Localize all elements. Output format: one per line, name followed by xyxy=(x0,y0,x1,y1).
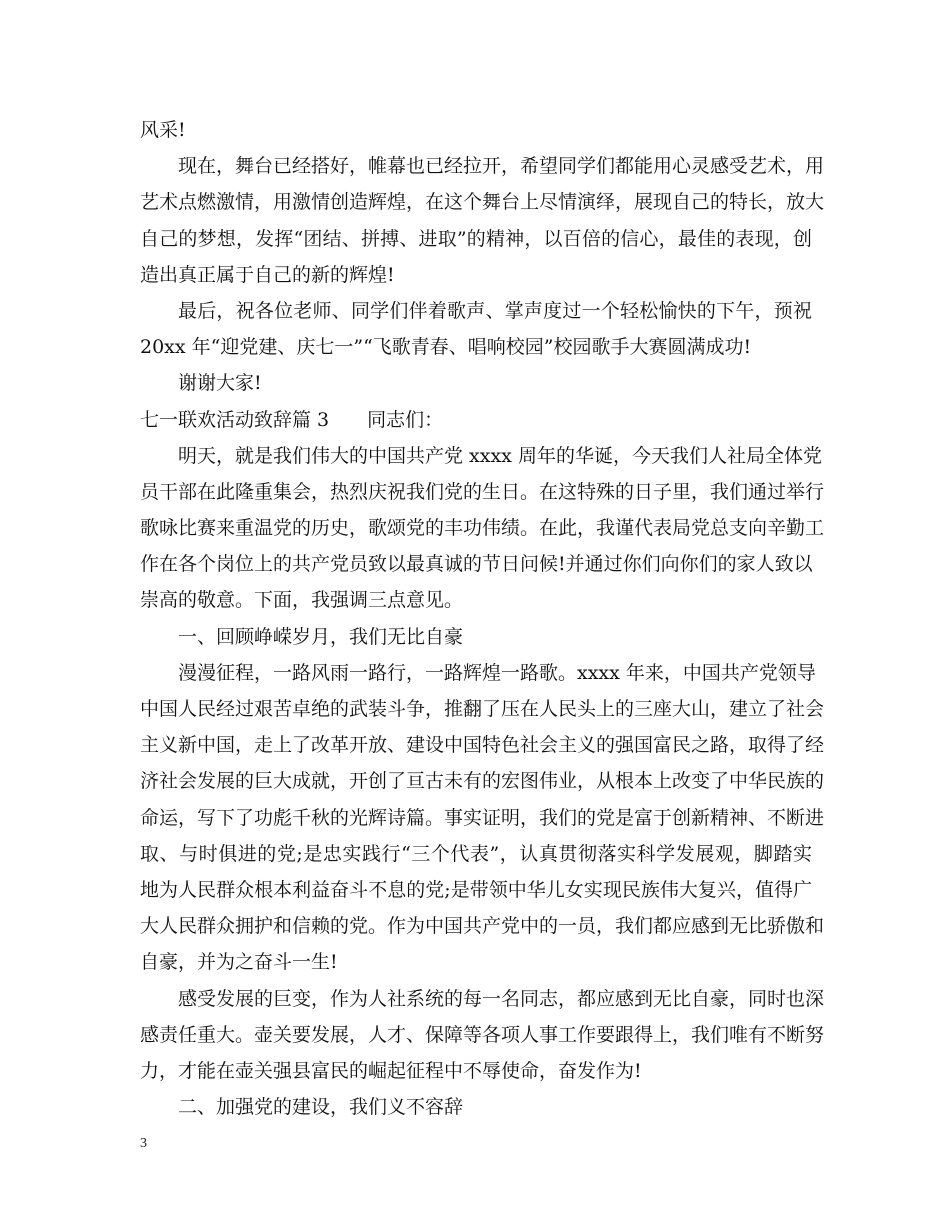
text-line: 力，才能在壶关强县富民的崛起征程中不辱使命，奋发作为! xyxy=(140,1059,642,1082)
text-line: 二、加强党的建设，我们义不容辞 xyxy=(178,1096,464,1119)
page-number: 3 xyxy=(140,1136,147,1151)
document-body xyxy=(140,112,825,1125)
text-line: 谢谢大家! xyxy=(178,372,262,395)
section-salutation: 同志们： xyxy=(367,408,444,431)
text-line: 作在各个岗位上的共产党员致以最真诚的节日问候!并通过你们向你们的家人致以 xyxy=(140,553,813,576)
text-line: 最后，祝各位老师、同学们伴着歌声、掌声度过一个轻松愉快的下午，预祝 xyxy=(178,299,812,322)
text-line: 自豪，并为之奋斗一生! xyxy=(140,951,338,974)
text-line: 造出真正属于自己的新的辉煌! xyxy=(140,263,395,286)
text-line: 明天，就是我们伟大的中国共产党 xxxx 周年的华诞，今天我们人社局全体党 xyxy=(178,444,822,467)
text-block-speech-3 xyxy=(140,438,825,1126)
text-line: 歌咏比赛来重温党的历史，歌颂党的丰功伟绩。在此，我谨代表局党总支向辛勤工 xyxy=(140,517,825,540)
text-line: 主义新中国，走上了改革开放、建设中国特色社会主义的强国富民之路，取得了经 xyxy=(140,734,825,757)
text-line: 感责任重大。壶关要发展，人才、保障等各项人事工作要跟得上，我们唯有不断努 xyxy=(140,1023,825,1046)
text-line: 一、回顾峥嵘岁月，我们无比自豪 xyxy=(178,625,464,648)
text-line: 漫漫征程，一路风雨一路行，一路辉煌一路歌。xxxx 年来，中国共产党领导 xyxy=(178,661,816,684)
text-line: 济社会发展的巨大成就，开创了亘古未有的宏图伟业，从根本上改变了中华民族的 xyxy=(140,770,825,793)
text-line: 现在，舞台已经搭好，帷幕也已经拉开，希望同学们都能用心灵感受艺术，用 xyxy=(178,155,825,178)
text-line: 命运，写下了功彪千秋的光辉诗篇。事实证明，我们的党是富于创新精神、不断进 xyxy=(140,806,825,829)
text-line: 员干部在此隆重集会，热烈庆祝我们党的生日。在这特殊的日子里，我们通过举行 xyxy=(140,480,825,503)
text-line: 自己的梦想，发挥“团结、拼搏、进取”的精神，以百倍的信心，最佳的表现，创 xyxy=(140,227,812,250)
text-line: 崇高的敬意。下面，我强调三点意见。 xyxy=(140,589,464,612)
text-line: 地为人民群众根本利益奋斗不息的党;是带领中华儿女实现民族伟大复兴，值得广 xyxy=(140,878,812,901)
text-line: 大人民群众拥护和信赖的党。作为中国共产党中的一员，我们都应感到无比骄傲和 xyxy=(140,915,825,938)
text-line: 风采! xyxy=(140,119,186,141)
text-line: 感受发展的巨变，作为人社系统的每一名同志，都应感到无比自豪，同时也深 xyxy=(178,987,825,1010)
text-block-speech-ending xyxy=(140,112,825,402)
section-title: 七一联欢活动致辞篇 3 xyxy=(140,408,330,431)
text-line: 20xx 年“迎党建、庆七一”“飞歌青春、唱响校园”校园歌手大赛圆满成功! xyxy=(140,336,752,359)
text-line: 艺术点燃激情，用激情创造辉煌，在这个舞台上尽情演绎，展现自己的特长，放大 xyxy=(140,191,825,214)
section-heading-line xyxy=(140,402,812,438)
text-line: 中国人民经过艰苦卓绝的武装斗争，推翻了压在人民头上的三座大山，建立了社会 xyxy=(140,698,825,720)
text-line: 取、与时俱进的党;是忠实践行“三个代表”，认真贯彻落实科学发展观，脚踏实 xyxy=(140,842,812,865)
